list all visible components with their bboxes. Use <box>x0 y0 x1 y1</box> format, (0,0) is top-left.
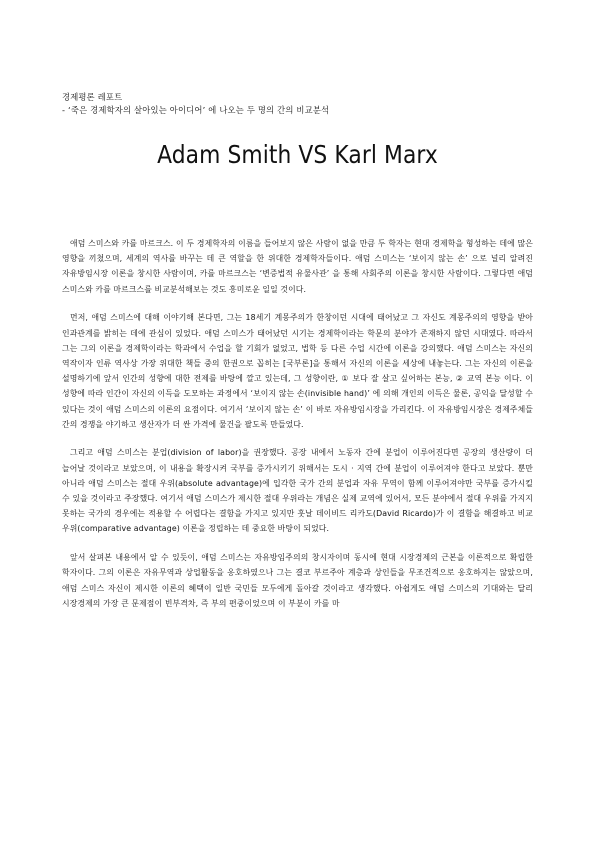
report-type-label: 경제평론 레포트 <box>62 92 123 102</box>
paragraph-summary: 앞서 살펴본 내용에서 알 수 있듯이, 애덤 스미스는 자유방임주의의 창시자이며 동시에 현대 시장경제의 근본을 이론적으로 확립한 학자이다. 그의 이론은 자유무역과 상업활동을 옹호하였으나 그는 결코 부르주아 계층과 상인들을 무조건적으로 옹호하지는 않았으며, 애덤 스미스 자신이 제시한 이론의 혜택이 일반 국민들 모두에게 돌아갈 것이라고 생각했다. 아쉽게도 애덤 스미스의 기대와는 달리 시장경제의 가장 큰 문제점이 빈부격차, 즉 부의 편중이었으며 이 부분이 카를 마 <box>62 553 533 608</box>
report-subtitle: - ‘죽은 경제학자의 살아있는 아이디어’ 에 나오는 두 명의 간의 비교분석 <box>62 105 330 115</box>
paragraph-division-of-labor: 그리고 애덤 스미스는 분업(division of labor)을 권장했다. 공장 내에서 노동자 간에 분업이 이루어진다면 공장의 생산량이 더 늘어날 것이라고 보았으며, 이 내용을 확장시켜 국부를 증가시키기 위해서는 도시 · 지역 간에 분업이 이루어져야 한다고 보았다. 뿐만 아니라 애덤 스미스는 절대 우위(absolute advantage)에 입각한 국가 간의 분업과 자유 무역이 함께 이루어져야만 국부를 증가시킬 수 있을 것이라고 주장했다. 여기서 애덤 스미스가 제시한 절대 우위라는 개념은 실제 교역에 있어서, 모든 분야에서 절대 우위를 가지지 못하는 국가의 경우에는 적용할 수 어렵다는 결함을 가지고 있지만 훗날 데이비드 리카도(David Ricardo)가 이 결함을 해결하고 비교 우위(comparative advantage) 이론을 정립하는 데 중요한 바탕이 되었다. <box>62 448 533 534</box>
document-body <box>62 236 533 611</box>
document-title: Adam Smith VS Karl Marx <box>157 140 438 169</box>
paragraph-smith-background: 먼저, 애덤 스미스에 대해 이야기해 본다면, 그는 18세기 계몽주의가 한창이던 시대에 태어났고 그 자신도 계몽주의의 영향을 받아 인과관계를 밝히는 데에 관심이 있었다. 애덤 스미스가 태어났던 시기는 경제학이라는 학문의 분야가 존재하지 않던 시대였다. 따라서 그는 그의 이론을 경제학이라는 학과에서 수업을 할 기회가 없었고, 법학 등 다른 수업 시간에 이론을 강의했다. 애덤 스미스는 자신의 역작이자 인류 역사상 가장 위대한 책들 중의 한권으로 꼽히는 [국부론]을 통해서 자신의 이론을 세상에 내놓는다. 그는 자신의 이론을 설명하기에 앞서 인간의 성향에 대한 전제를 바탕에 깔고 있는데, 그 성향이란, ① 보다 잘 살고 싶어하는 본능, ② 교역 본능 이다. 이 성향에 따라 인간이 자신의 이득을 도모하는 과정에서 ‘보이지 않는 손(invisible hand)’ 에 의해 개인의 이득은 물론, 공익을 달성할 수 있다는 것이 애덤 스미스의 이론의 요점이다. 여기서 ‘보이지 않는 손’ 이 바로 자유방임시장을 가리킨다. 이 자유방임시장은 경제주체들 간의 경쟁을 야기하고 생산자가 더 싼 가격에 물건을 팔도록 만들었다. <box>62 313 533 429</box>
report-header <box>62 91 542 117</box>
paragraph-intro: 애덤 스미스와 카를 마르크스. 이 두 경제학자의 이름을 들어보지 않은 사람이 없을 만큼 두 학자는 현대 경제학을 형성하는 데에 많은 영향을 끼쳤으며, 세계의 역사를 바꾸는 데 큰 역할을 한 위대한 경제학자들이다. 애덤 스미스는 ‘보이지 않는 손’ 으로 널리 알려진 자유방임시장 이론을 창시한 사람이며, 카를 마르크스는 ‘변증법적 유물사관’ 을 통해 사회주의 이론을 창시한 사람이다. 그렇다면 애덤 스미스와 카를 마르크스를 비교분석해보는 것도 흥미로운 일일 것이다. <box>62 239 533 294</box>
